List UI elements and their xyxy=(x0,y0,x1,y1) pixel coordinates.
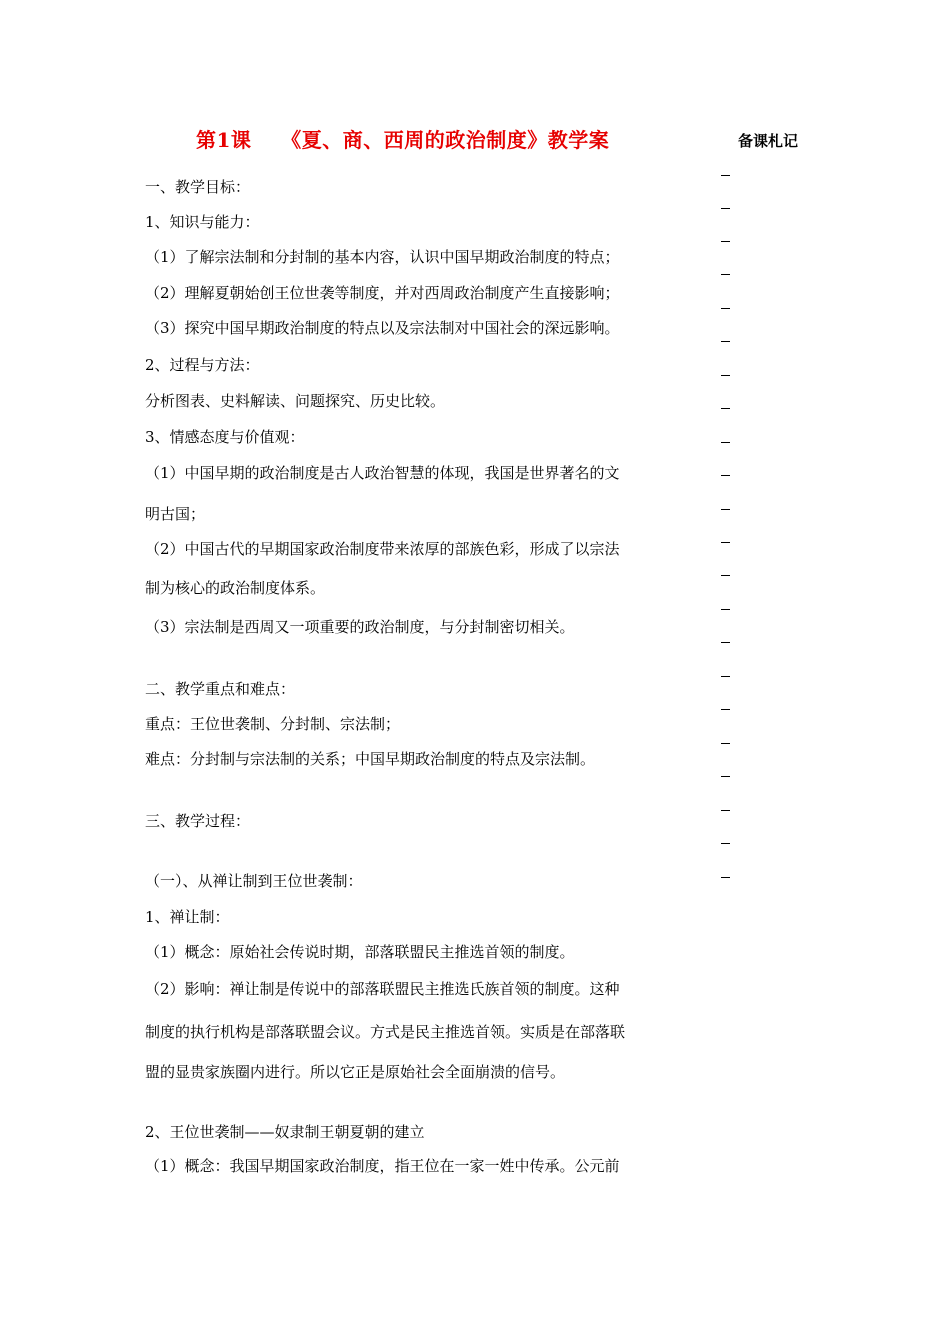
text-line: （3）宗法制是西周又一项重要的政治制度，与分封制密切相关。 xyxy=(145,618,575,636)
text-line: 2、过程与方法： xyxy=(145,356,260,374)
note-rule xyxy=(721,609,730,610)
note-rule xyxy=(721,642,730,643)
text-line: 二、教学重点和难点： xyxy=(145,680,296,698)
note-rule xyxy=(721,208,730,209)
note-rule xyxy=(721,341,730,342)
text-line: （3）探究中国早期政治制度的特点以及宗法制对中国社会的深远影响。 xyxy=(145,319,620,337)
text-line: 制为核心的政治制度体系。 xyxy=(145,579,326,597)
text-line: （一）、从禅让制到王位世袭制： xyxy=(145,872,363,890)
text-line: 盟的显贵家族圈内进行。所以它正是原始社会全面崩溃的信号。 xyxy=(145,1063,566,1081)
text-line: （1）概念：原始社会传说时期，部落联盟民主推选首领的制度。 xyxy=(145,943,575,961)
text-line: 明古国； xyxy=(145,505,206,523)
note-rule xyxy=(721,542,730,543)
text-line: 三、教学过程： xyxy=(145,812,251,830)
text-line: （2）影响：禅让制是传说中的部落联盟民主推选氏族首领的制度。这种 xyxy=(145,980,620,998)
text-line: 1、知识与能力： xyxy=(145,213,260,231)
text-line: （2）理解夏朝始创王位世袭等制度，并对西周政治制度产生直接影响； xyxy=(145,284,620,302)
text-line: （1）中国早期的政治制度是古人政治智慧的体现，我国是世界著名的文 xyxy=(145,464,620,482)
note-rule xyxy=(721,442,730,443)
text-line: （1）概念：我国早期国家政治制度，指王位在一家一姓中传承。公元前 xyxy=(145,1157,620,1175)
note-rule xyxy=(721,709,730,710)
text-line: （2）中国古代的早期国家政治制度带来浓厚的部族色彩，形成了以宗法 xyxy=(145,540,620,558)
page-title: 第1课 《夏、商、西周的政治制度》教学案 xyxy=(196,128,610,152)
note-rule xyxy=(721,241,730,242)
note-rule xyxy=(721,676,730,677)
note-rule xyxy=(721,375,730,376)
note-rule xyxy=(721,408,730,409)
note-rule xyxy=(721,776,730,777)
text-line: 分析图表、史料解读、问题探究、历史比较。 xyxy=(145,392,446,410)
text-line: （1）了解宗法制和分封制的基本内容，认识中国早期政治制度的特点； xyxy=(145,248,620,266)
text-line: 3、情感态度与价值观： xyxy=(145,428,305,446)
note-rule xyxy=(721,475,730,476)
text-line: 难点：分封制与宗法制的关系；中国早期政治制度的特点及宗法制。 xyxy=(145,750,596,768)
note-rule xyxy=(721,509,730,510)
note-rule xyxy=(721,877,730,878)
text-line: 1、禅让制： xyxy=(145,908,230,926)
note-rule xyxy=(721,810,730,811)
note-rule xyxy=(721,274,730,275)
notes-column-title: 备课札记 xyxy=(738,132,799,150)
note-rule xyxy=(721,308,730,309)
note-rule xyxy=(721,575,730,576)
note-rule xyxy=(721,743,730,744)
note-rule xyxy=(721,843,730,844)
text-line: 2、王位世袭制——奴隶制王朝夏朝的建立 xyxy=(145,1123,425,1141)
text-line: 一、教学目标： xyxy=(145,178,251,196)
text-line: 制度的执行机构是部落联盟会议。方式是民主推选首领。实质是在部落联 xyxy=(145,1023,626,1041)
note-rule xyxy=(721,175,730,176)
text-line: 重点：王位世袭制、分封制、宗法制； xyxy=(145,715,401,733)
